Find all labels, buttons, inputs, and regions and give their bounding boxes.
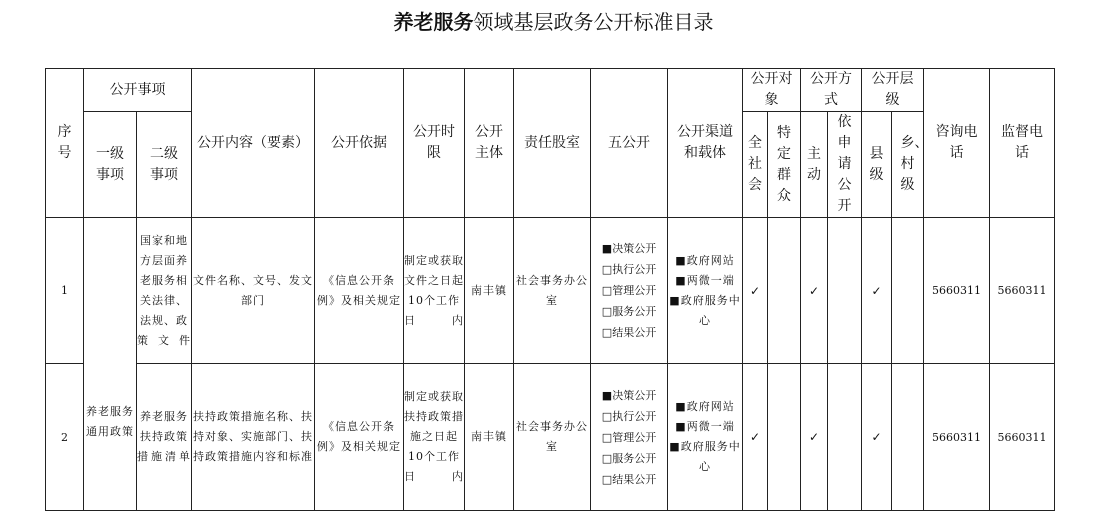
title-rest: 领域基层政务公开标准目录 — [473, 10, 714, 34]
header-method-request: 依申请公开 — [828, 112, 862, 218]
row-channel — [668, 364, 743, 511]
header-phone: 咨询电话 — [924, 69, 990, 218]
five-item: □执行公开 — [601, 263, 657, 276]
five-item: □服务公开 — [601, 305, 657, 318]
header-level-town: 乡、村级 — [892, 112, 924, 218]
header-level-county: 县级 — [862, 112, 892, 218]
row-phone: 5660311 — [924, 218, 990, 364]
check-specific — [768, 364, 801, 511]
row-five — [591, 218, 668, 364]
header-content: 公开内容（要素） — [192, 69, 315, 218]
five-item: □服务公开 — [601, 451, 657, 465]
row-subject: 南丰镇 — [465, 218, 514, 364]
page-title — [0, 8, 1107, 36]
five-item: □结果公开 — [601, 326, 657, 339]
header-level1: 一级事项 — [84, 112, 137, 218]
five-item: ■决策公开 — [601, 242, 657, 255]
header-supervise: 监督电话 — [990, 69, 1055, 218]
header-seq: 序号 — [46, 69, 84, 218]
header-dept: 责任股室 — [514, 69, 591, 218]
channel-item: ■政府网站 — [675, 400, 735, 413]
check-specific — [768, 218, 801, 364]
check-all: ✓ — [743, 218, 768, 364]
five-item: □执行公开 — [601, 409, 657, 423]
row-five — [591, 364, 668, 511]
table-row — [46, 364, 1055, 511]
check-active: ✓ — [801, 218, 828, 364]
header-subject: 公开主体 — [465, 69, 514, 218]
header-row-1 — [46, 69, 1055, 112]
header-method-active: 主动 — [801, 112, 828, 218]
five-item: □管理公开 — [601, 284, 657, 297]
row-level2: 养老服务扶持政策措施清单 — [137, 364, 192, 511]
check-county: ✓ — [862, 364, 892, 511]
header-five: 五公开 — [591, 69, 668, 218]
header-basis: 公开依据 — [315, 69, 404, 218]
check-county: ✓ — [862, 218, 892, 364]
row-dept: 社会事务办公室 — [514, 364, 591, 511]
row-time: 制定或获取文件之日起10个工作日内 — [404, 218, 465, 364]
channel-item: ■政府服务中心 — [669, 293, 741, 327]
level1-cell: 养老服务通用政策 — [84, 218, 137, 511]
row-time: 制定或获取扶持政策措施之日起10个工作日内 — [404, 364, 465, 511]
five-item: ■决策公开 — [601, 388, 657, 402]
five-item: □结果公开 — [601, 472, 657, 486]
row-level2: 国家和地方层面养老服务相关法律、法规、政策文件 — [137, 218, 192, 364]
row-basis: 《信息公开条例》及相关规定 — [315, 364, 404, 511]
row-content: 文件名称、文号、发文部门 — [192, 218, 315, 364]
header-channel: 公开渠道和载体 — [668, 69, 743, 218]
row-supervise: 5660311 — [990, 364, 1055, 511]
check-active: ✓ — [801, 364, 828, 511]
row-content: 扶持政策措施名称、扶持对象、实施部门、扶持政策措施内容和标准 — [192, 364, 315, 511]
header-target-specific: 特定群众 — [768, 112, 801, 218]
header-items: 公开事项 — [84, 69, 192, 112]
catalog-table — [45, 68, 1055, 511]
header-level2: 二级事项 — [137, 112, 192, 218]
check-town — [892, 364, 924, 511]
title-bold: 养老服务 — [393, 10, 474, 34]
check-request — [828, 364, 862, 511]
check-request — [828, 218, 862, 364]
header-method: 公开方式 — [801, 69, 862, 112]
five-item: □管理公开 — [601, 430, 657, 444]
table-row — [46, 218, 1055, 364]
row-seq: 1 — [46, 218, 84, 364]
header-target: 公开对象 — [743, 69, 801, 112]
channel-item: ■两微一端 — [675, 420, 735, 433]
row-channel — [668, 218, 743, 364]
row-basis: 《信息公开条例》及相关规定 — [315, 218, 404, 364]
check-town — [892, 218, 924, 364]
header-level: 公开层级 — [862, 69, 924, 112]
row-seq: 2 — [46, 364, 84, 511]
row-subject: 南丰镇 — [465, 364, 514, 511]
check-all: ✓ — [743, 364, 768, 511]
header-time: 公开时限 — [404, 69, 465, 218]
channel-item: ■政府网站 — [675, 253, 735, 267]
channel-item: ■政府服务中心 — [669, 440, 741, 473]
channel-item: ■两微一端 — [675, 273, 735, 287]
row-phone: 5660311 — [924, 364, 990, 511]
header-target-all: 全社会 — [743, 112, 768, 218]
row-supervise: 5660311 — [990, 218, 1055, 364]
row-dept: 社会事务办公室 — [514, 218, 591, 364]
